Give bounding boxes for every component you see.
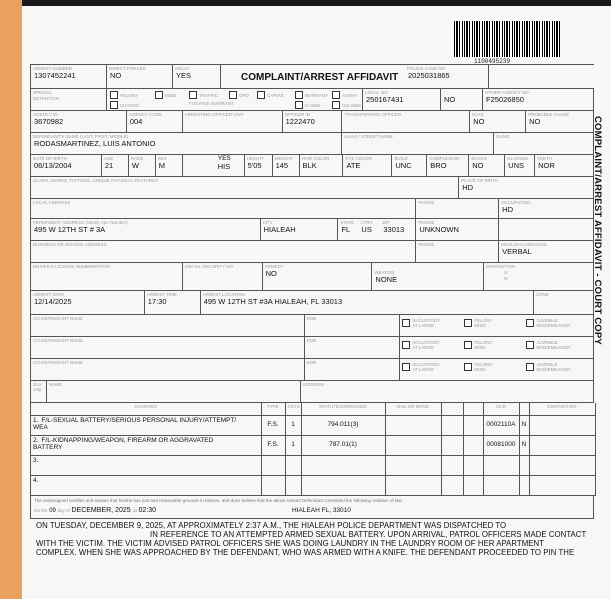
charge-description: 1. F/L-SEXUAL BATTERY/SERIOUS PERSONAL INJURY/ATTEMPT/ WEA <box>31 415 261 435</box>
charge-type <box>261 455 285 475</box>
form-title: COMPLAINT/ARREST AFFIDAVIT <box>241 72 399 83</box>
charge-warrant: N <box>519 415 529 435</box>
form-row-arrest: ARREST DATE 12/14/2025 ARREST TIME 17:30 ARREST LOCATION 495 W 12TH ST #3A HIALEAH, FL 33013 ZONE <box>30 291 594 315</box>
side-label: COMPLAINT/ARREST AFFIDAVIT - COURT COPY <box>592 116 603 345</box>
police-case-number: 2025031865 <box>408 71 450 80</box>
form-row-header <box>30 65 594 89</box>
charge-blank <box>463 415 483 435</box>
charge-row <box>31 455 595 475</box>
charge-type: F.S. <box>261 415 285 435</box>
charge-code: 0002110A <box>483 415 519 435</box>
charge-type: F.S. <box>261 435 285 455</box>
charge-blank <box>441 415 463 435</box>
certification: The undersigned certifies and swears that he/she has just and reasonable grounds to believe, and does believe that the above named Defendant committed the following violation of law. On the 09 day of DECEMBER, 2025, at 02:30 HIALEAH FL, 33010 <box>30 496 594 519</box>
narrative <box>30 519 594 558</box>
charge-disposition <box>529 455 595 475</box>
charge-blank <box>441 475 463 495</box>
form-row-special: SPECIAL DETENTION FELONY MISD TRAFFIC ORD CAPIAS WARRANT ASTHA CHARGE FUGITIVE WARRANT In State Out State LOCAL NO 250167431 NO OTHER AGENCY NO F25026850 <box>30 89 594 111</box>
charge-blank <box>463 455 483 475</box>
form-row-marks: SCARS, MARKS, TATTOOS, UNIQUE PHYSICAL FEATURES PLACE OF BIRTH HD <box>30 177 594 199</box>
affidavit-form <box>30 64 594 557</box>
charge-count <box>285 475 301 495</box>
charge-code: 00081000 <box>483 435 519 455</box>
affidavit-sheet <box>22 6 611 599</box>
form-row-codefendant-3: CO-DEFENDANT NAME DOB IN CUSTODY AT LARGE FELONY MISD JUVENILE MISDEMEANOR <box>30 359 594 381</box>
charge-blank <box>463 475 483 495</box>
form-row-codefendant-1: CO-DEFENDANT NAME DOB IN CUSTODY AT LARGE FELONY MISD JUVENILE MISDEMEANOR <box>30 315 594 337</box>
form-row-license: DRIVER'S LICENSE NUMBER/STATE SOCIAL SECURITY NO ARMED? NO WEAPON NONE DISPOSITION N N <box>30 263 594 291</box>
arrest-number: 1307452241 <box>34 71 76 80</box>
juvenile-cell: DIRECT FORCES NO <box>107 65 173 88</box>
special-checkboxes: FELONY MISD TRAFFIC ORD CAPIAS WARRANT ASTHA CHARGE FUGITIVE WARRANT In State Out State <box>107 89 363 110</box>
adult-value: YES <box>176 71 192 80</box>
charge-row <box>31 475 595 495</box>
narrative-line: WITH THE VICTIM. THE VICTIM ADVISED PATROL OFFICERS SHE WAS DOING LAUNDRY IN THE LAUNDRY ROOM OF HER APARTMENT <box>36 538 545 548</box>
orange-folder-edge <box>0 0 22 599</box>
charge-description: 4. <box>31 475 261 495</box>
charge-description: 3. <box>31 455 261 475</box>
arrest-number-cell: ARREST NUMBER 1307452241 <box>31 65 107 88</box>
charge-bail <box>385 435 441 455</box>
charge-description: 2. F/L-KIDNAPPING/WEAPON, FIREARM OR AGGRAVATED BATTERY <box>31 435 261 455</box>
narrative-line: IN REFERENCE TO AN ATTEMPTED ARMED SEXUAL BATTERY. UPON ARRIVAL, PATROL OFFICERS MADE CONTACT <box>150 529 587 539</box>
charge-disposition <box>529 475 595 495</box>
form-row-local: LOCAL ADDRESS PHONE OCCUPATION HD <box>30 199 594 219</box>
adult-cell: ADULT YES <box>173 65 221 88</box>
charge-row <box>31 435 595 455</box>
police-case-cell: POLICE CASE NO 2025031865 <box>405 65 489 88</box>
charges-header: CHARGES TYPE CNTS STATUTE/ORDINANCE BAIL OR BOND UCR DISPOSITION <box>31 403 595 415</box>
charge-count: 1 <box>285 415 301 435</box>
juvenile-value: NO <box>110 71 122 80</box>
charge-code <box>483 455 519 475</box>
charge-blank <box>441 435 463 455</box>
charge-disposition <box>529 415 595 435</box>
charge-warrant <box>519 475 529 495</box>
charge-bail <box>385 455 441 475</box>
charge-blank <box>463 435 483 455</box>
charges-table <box>31 403 596 496</box>
defendant-name: RODASMARTINEZ, LUIS ANTONIO <box>34 139 156 148</box>
charge-disposition <box>529 435 595 455</box>
charge-bail <box>385 415 441 435</box>
form-row-name: DEFENDANT'S NAME (LAST, FIRST, MIDDLE) RODASMARTINEZ, LUIS ANTONIO ALIAS / STREET NAME GANG <box>30 133 594 155</box>
charge-statute <box>301 475 385 495</box>
charge-type <box>261 475 285 495</box>
arrest-location: 495 W 12TH ST #3A HIALEAH, FL 33013 <box>203 297 343 306</box>
form-row-juvenile: JUV only NAME ADDRESS <box>30 381 594 403</box>
form-row-business: BUSINESS OR SCHOOL ADDRESS PHONE ENGLISH LANGUAGE VERBAL <box>30 241 594 263</box>
arrest-id: 250167431 <box>366 95 404 104</box>
charge-statute: 787.01(1) <box>301 435 385 455</box>
charge-blank <box>441 455 463 475</box>
defendant-address: 495 W 12TH ST # 3A <box>34 225 106 234</box>
charge-code <box>483 475 519 495</box>
form-row-physical: DATE OF BIRTH 06/13/2004 AGE 21 RACE W SEX M YES HIS HEIGHT 5'05 WEIGHT 145 HAIR COLOR BLK EYE COLOR ATE BUILD UNC COMPLEXION BRO SCARS NO GLASSES UNS TEETH NOR <box>30 155 594 177</box>
barcode <box>454 21 560 57</box>
charge-statute <box>301 455 385 475</box>
title-cell <box>221 65 405 88</box>
charge-count: 1 <box>285 435 301 455</box>
form-row-agency: AGENCY ID 3670982 AGENCY CODE 004 ARRESTING OFFICER UNIT OFFICER ID 1222470 TRANSPORTING OFFICER FLAG NO PROBABLE CAUSE NO <box>30 111 594 133</box>
charge-warrant: N <box>519 435 529 455</box>
charge-statute: 794.011(3) <box>301 415 385 435</box>
charge-bail <box>385 475 441 495</box>
barcode-number: 1100495239 <box>474 58 511 65</box>
narrative-line: COMPLEX. WHEN SHE WAS APPROACHED BY THE DEFENDANT, WHO WAS ARMED WITH A KNIFE. THE DEFENDANT PROCEEDED TO PIN THE <box>36 548 575 558</box>
charge-warrant <box>519 455 529 475</box>
charge-row <box>31 415 595 435</box>
narrative-line: ON TUESDAY, DECEMBER 9, 2025, AT APPROXIMATELY 2:37 A.M., THE HIALEAH POLICE DEPARTMENT WAS DISPATCHED TO <box>36 520 507 530</box>
form-row-address: PERMANENT ADDRESS (Street, Apt. Number) 495 W 12TH ST # 3A CITY HIALEAH STATE FL CTRY US ZIP 33013 PHONE UNKNOWN <box>30 219 594 241</box>
charge-count <box>285 455 301 475</box>
charges-section <box>30 403 594 496</box>
form-row-codefendant-2: CO-DEFENDANT NAME DOB IN CUSTODY AT LARGE FELONY MISD JUVENILE MISDEMEANOR <box>30 337 594 359</box>
